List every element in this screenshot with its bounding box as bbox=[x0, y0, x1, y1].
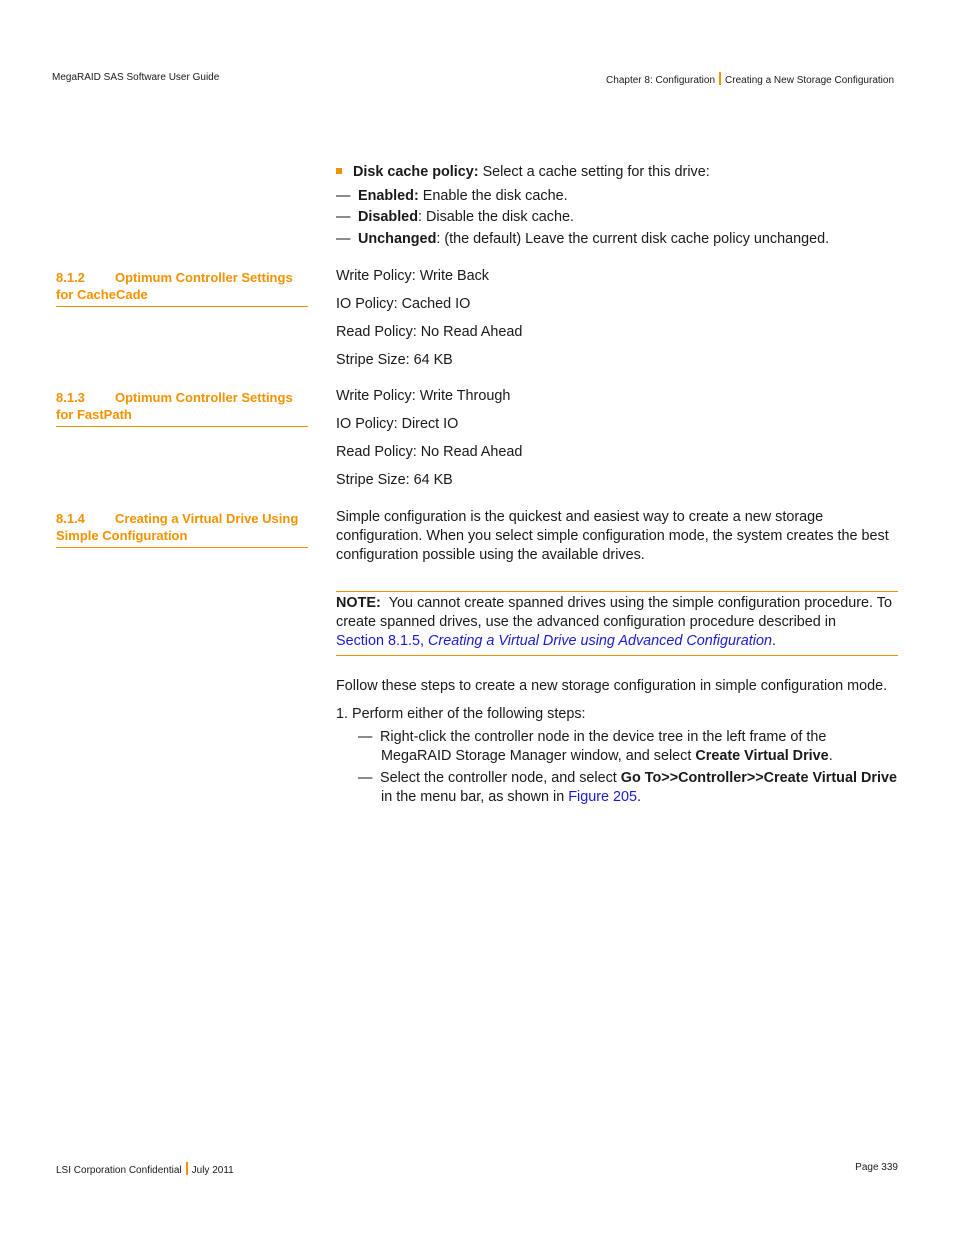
dash-marker: — bbox=[336, 231, 351, 247]
bullet-marker bbox=[336, 168, 342, 174]
paragraph-line: Simple configuration is the quickest and easiest way to create a new storage bbox=[336, 509, 824, 525]
section-title: Creating a Virtual Drive Using bbox=[115, 511, 299, 526]
section-heading-8-1-3 bbox=[56, 389, 308, 427]
step-1-sub-1 bbox=[336, 728, 902, 766]
sub-step-end: . bbox=[637, 789, 642, 805]
note-label: NOTE: bbox=[336, 595, 381, 611]
sub-step-bold: Create Virtual Drive bbox=[695, 748, 829, 764]
sub-step-end: . bbox=[828, 748, 833, 764]
note-line bbox=[336, 594, 898, 613]
disk-cache-label: Disk cache policy: bbox=[353, 164, 479, 180]
step-1-sub-2 bbox=[336, 769, 902, 807]
section-number: 8.1.3 bbox=[56, 390, 85, 405]
option-label: Unchanged bbox=[358, 231, 437, 247]
paragraph-line: configuration. When you select simple configuration mode, the system creates the best bbox=[336, 528, 889, 544]
section-title: Optimum Controller Settings bbox=[115, 390, 293, 405]
intro-paragraph bbox=[336, 508, 902, 565]
footer-left bbox=[56, 1162, 234, 1176]
disk-cache-option-enabled bbox=[336, 187, 902, 206]
setting-line: Write Policy: Write Back bbox=[336, 268, 489, 284]
note-end: . bbox=[772, 633, 776, 649]
disk-cache-text: Select a cache setting for this drive: bbox=[478, 164, 710, 180]
setting-line: Stripe Size: 64 KB bbox=[336, 472, 453, 488]
section-heading-8-1-2 bbox=[56, 269, 308, 307]
section-number: 8.1.4 bbox=[56, 511, 85, 526]
option-label: Disabled bbox=[358, 209, 418, 225]
dash-marker: — bbox=[358, 729, 373, 745]
section-title: Optimum Controller Settings bbox=[115, 270, 293, 285]
setting-line: IO Policy: Direct IO bbox=[336, 416, 459, 432]
option-text: : Disable the disk cache. bbox=[417, 209, 574, 225]
dash-marker: — bbox=[336, 188, 351, 204]
sub-step-text: Select the controller node, and select bbox=[380, 770, 621, 786]
section-number: 8.1.2 bbox=[56, 270, 85, 285]
step-1: 1. Perform either of the following steps: bbox=[336, 706, 586, 722]
note-box bbox=[336, 591, 898, 656]
paragraph-line: configuration possible using the available drives. bbox=[336, 547, 645, 563]
note-line: create spanned drives, use the advanced configuration procedure described in bbox=[336, 614, 836, 630]
setting-line: Read Policy: No Read Ahead bbox=[336, 444, 523, 460]
steps-intro: Follow these steps to create a new storage configuration in simple configuration mode. bbox=[336, 678, 888, 694]
footer-company: LSI Corporation Confidential bbox=[56, 1165, 182, 1176]
option-label: Enabled: bbox=[358, 188, 419, 204]
section-title-cont: Simple Configuration bbox=[56, 528, 188, 543]
option-text: : (the default) Leave the current disk cache policy unchanged. bbox=[436, 231, 830, 247]
page-number: Page 339 bbox=[855, 1162, 898, 1173]
disk-cache-policy-bullet bbox=[336, 163, 902, 182]
sub-step-text: MegaRAID Storage Manager window, and select bbox=[381, 748, 696, 764]
setting-line: IO Policy: Cached IO bbox=[336, 296, 471, 312]
section-title-cont: for CacheCade bbox=[56, 287, 148, 302]
sub-step-bold: Go To>>Controller>>Create Virtual Drive bbox=[620, 770, 897, 786]
figure-link[interactable]: Figure 205 bbox=[568, 789, 638, 805]
link-title: Creating a Virtual Drive using Advanced Configuration bbox=[428, 633, 772, 649]
setting-line: Write Policy: Write Through bbox=[336, 388, 511, 404]
option-text: Enable the disk cache. bbox=[418, 188, 568, 204]
header-separator bbox=[719, 72, 721, 85]
dash-marker: — bbox=[358, 770, 373, 786]
header-chapter: Chapter 8: Configuration bbox=[606, 75, 716, 86]
note-text: You cannot create spanned drives using the simple configuration procedure. To bbox=[388, 595, 892, 611]
section-heading-8-1-4 bbox=[56, 510, 308, 548]
disk-cache-option-disabled bbox=[336, 208, 902, 227]
disk-cache-option-unchanged bbox=[336, 230, 902, 249]
setting-line: Read Policy: No Read Ahead bbox=[336, 324, 523, 340]
sub-step-text: in the menu bar, as shown in bbox=[381, 789, 569, 805]
note-line bbox=[336, 632, 898, 651]
running-header-chapter bbox=[606, 72, 894, 86]
header-section: Creating a New Storage Configuration bbox=[725, 75, 894, 86]
section-title-cont: for FastPath bbox=[56, 407, 132, 422]
running-header-title: MegaRAID SAS Software User Guide bbox=[52, 72, 220, 83]
footer-date: July 2011 bbox=[191, 1165, 234, 1176]
dash-marker: — bbox=[336, 209, 351, 225]
sub-step-text: Right-click the controller node in the device tree in the left frame of the bbox=[380, 729, 827, 745]
section-link[interactable] bbox=[336, 633, 772, 649]
setting-line: Stripe Size: 64 KB bbox=[336, 352, 453, 368]
link-section-number: Section 8.1.5, bbox=[336, 633, 429, 649]
footer-separator bbox=[186, 1162, 188, 1175]
